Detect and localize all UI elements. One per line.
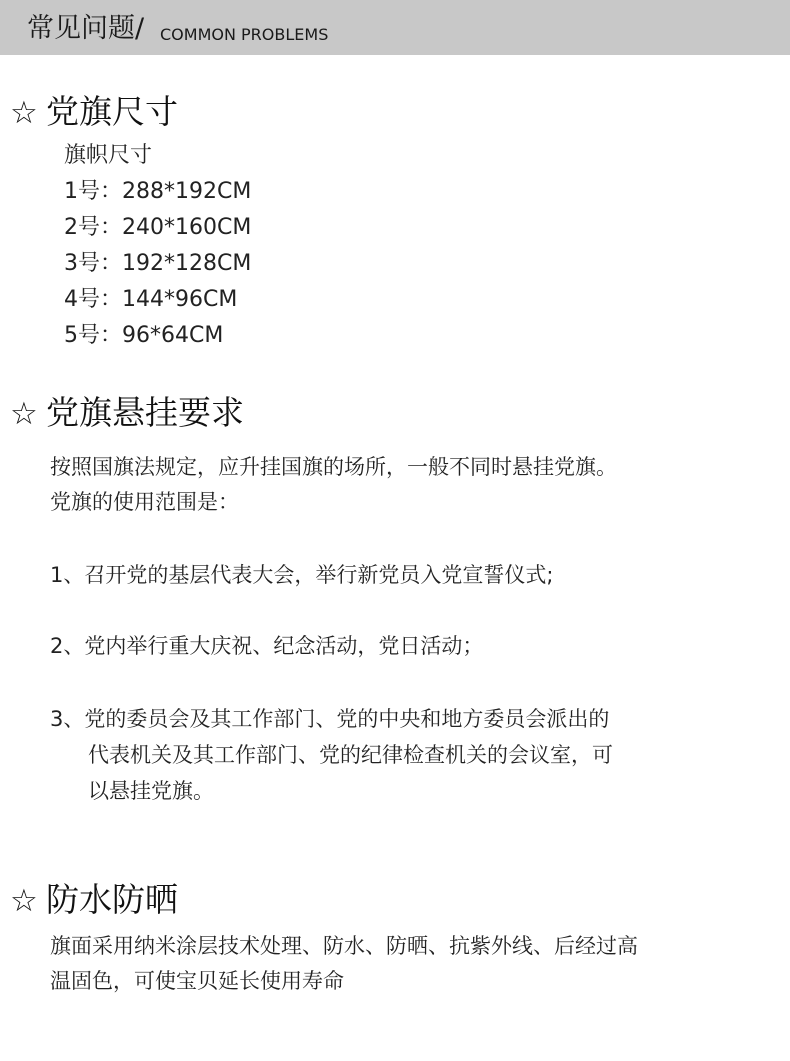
section-title-hanging-requirements [10, 393, 244, 434]
section-title-text: 防水防晒 [46, 880, 178, 919]
list-item-continuation: 代表机关及其工作部门、党的纪律检查机关的会议室，可 [88, 743, 613, 767]
section-title-text: 党旗尺寸 [46, 92, 178, 131]
list-item-continuation: 以悬挂党旗。 [88, 779, 214, 803]
list-item: 1、召开党的基层代表大会，举行新党员入党宣誓仪式; [50, 563, 554, 587]
star-icon: ☆ [10, 883, 38, 919]
section-title-text: 党旗悬挂要求 [46, 393, 244, 432]
list-item: 3、党的委员会及其工作部门、党的中央和地方委员会派出的 [50, 707, 610, 731]
list-item: 2、党内举行重大庆祝、纪念活动，党日活动； [50, 634, 484, 658]
star-icon: ☆ [10, 95, 38, 131]
section-title-flag-size [10, 92, 178, 133]
size-item: 4号：144*96CM [64, 287, 238, 312]
header-title-en: COMMON PROBLEMS [160, 25, 329, 44]
size-item: 1号：288*192CM [64, 179, 252, 204]
paragraph-line: 按照国旗法规定，应升挂国旗的场所，一般不同时悬挂党旗。 [50, 455, 617, 479]
header-title-cn: 常见问题/ [27, 13, 145, 44]
size-item: 2号：240*160CM [64, 215, 252, 240]
paragraph-line: 旗面采用纳米涂层技术处理、防水、防晒、抗紫外线、后经过高 [50, 934, 638, 958]
size-item: 3号：192*128CM [64, 251, 252, 276]
star-icon: ☆ [10, 396, 38, 432]
paragraph-line: 党旗的使用范围是： [50, 490, 239, 514]
size-list-heading: 旗帜尺寸 [64, 143, 153, 168]
size-item: 5号：96*64CM [64, 323, 224, 348]
section-title-waterproof-sunproof [10, 880, 178, 921]
header-bar [0, 0, 790, 55]
paragraph-line: 温固色，可使宝贝延长使用寿命 [50, 969, 344, 993]
